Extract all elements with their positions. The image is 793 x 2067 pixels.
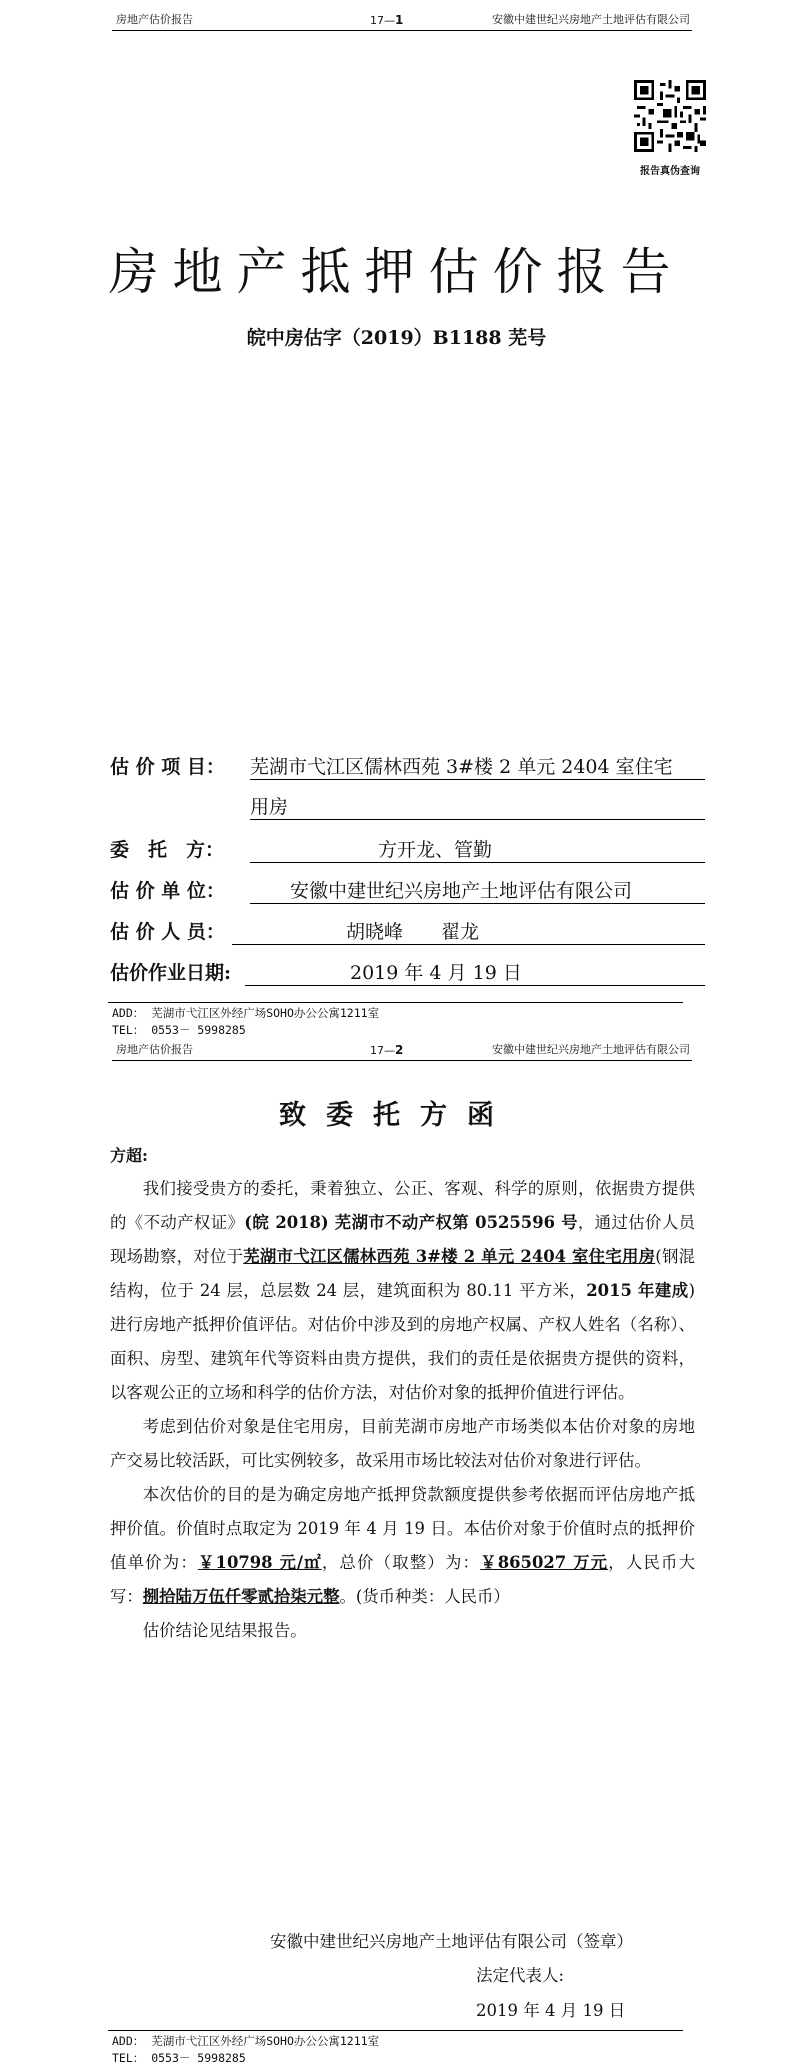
header-left: 房地产估价报告: [116, 13, 193, 26]
field-label-appraiser-company: 估 价 单 位：: [110, 880, 225, 902]
underline: [232, 944, 705, 945]
page-header: [112, 1040, 692, 1061]
letter-paragraph: 估价结论见结果报告。: [142, 1621, 307, 1640]
field-value-client: 方开龙、管勤: [378, 839, 493, 861]
page-footer: [112, 2033, 379, 2067]
underline: [250, 779, 705, 780]
text-run: ，总价（取整）为：: [321, 1553, 481, 1572]
header-page-number: 17—2: [370, 1043, 404, 1057]
underline: [250, 862, 705, 863]
footer-phone: TEL： 0553－ 5998285: [112, 2051, 246, 2065]
field-value-project-line2: 用房: [250, 796, 289, 818]
field-value-appraiser-company: 安徽中建世纪兴房地产土地评估有限公司: [290, 880, 633, 902]
report-title: 房地产抵押估价报告: [108, 243, 685, 301]
header-left: 房地产估价报告: [116, 1043, 193, 1056]
text-run: 捌拾陆万伍仟零贰拾柒元整: [142, 1587, 340, 1606]
text-run: ￥10798 元/㎡: [197, 1553, 322, 1572]
text-run: 我们接受贵方的委托，秉着独立、公正、客观、科学的原则，依据贵方提供的《不动产权证》: [110, 1179, 695, 1232]
field-value-project: 芜湖市弋江区儒林西苑 3#楼 2 单元 2404 室住宅: [250, 756, 673, 778]
field-value-date: 2019 年 4 月 19 日: [350, 962, 522, 984]
text-run: ，通过估价人员现场勘察，对位于: [110, 1213, 695, 1266]
letter-title: 致委托方函: [279, 1100, 514, 1131]
text-run: 芜湖市弋江区儒林西苑 3#楼 2 单元 2404 室住宅用房: [243, 1247, 656, 1266]
text-run: (皖 2018) 芜湖市不动产权第 0525596 号: [244, 1213, 578, 1232]
field-label-appraisers: 估 价 人 员：: [110, 921, 225, 943]
footer-phone: TEL： 0553－ 5998285: [112, 1023, 246, 1037]
footer-address: ADD： 芜湖市弋江区外经广场SOHO办公公寓1211室: [112, 1006, 380, 1020]
text-run: )进行房地产抵押价值评估。对估价中涉及到的房地产权属、产权人姓名（名称）、面积、房型、建筑年代等资料由贵方提供，我们的责任是依据贵方提供的资料，以客观公正的立场和科学的估价方法，对估价对象的抵押价值进行评估。: [110, 1281, 695, 1402]
field-value-appraisers: 胡晓峰 翟龙: [346, 921, 480, 943]
footer-rule: [108, 2030, 683, 2031]
letter-body: [110, 1172, 695, 1648]
text-run: 2015 年建成: [586, 1281, 689, 1300]
letter-paragraph: 考虑到估价对象是住宅用房，目前芜湖市房地产市场类似本估价对象的房地产交易比较活跃，可比实例较多，故采用市场比较法对估价对象进行评估。: [110, 1417, 695, 1470]
company-signature: 安徽中建世纪兴房地产土地评估有限公司（签章）: [270, 1932, 633, 1951]
text-run: ，人民币大写：: [110, 1553, 696, 1606]
legal-representative: 法定代表人:: [476, 1966, 565, 1985]
field-label-client: 委 托 方：: [110, 839, 225, 861]
qr-caption: 报告真伪查询: [640, 166, 700, 177]
header-company: 安徽中建世纪兴房地产土地评估有限公司: [492, 1043, 690, 1056]
footer-address: ADD： 芜湖市弋江区外经广场SOHO办公公寓1211室: [112, 2034, 380, 2048]
letter-salutation: 方超:: [110, 1146, 148, 1165]
report-number: 皖中房估字（2019）B1188 芜号: [246, 327, 547, 349]
field-label-date: 估价作业日期:: [110, 962, 232, 984]
letter-date: 2019 年 4 月 19 日: [476, 2001, 626, 2020]
qr-code-icon: [633, 79, 707, 153]
underline: [250, 819, 705, 820]
header-page-number: 17—1: [370, 13, 404, 27]
text-run: 。(货币种类：人民币）: [339, 1587, 510, 1606]
underline: [250, 903, 705, 904]
text-run: (钢混结构，位于 24 层，总层数 24 层，建筑面积为 80.11 平方米，: [110, 1247, 695, 1300]
letter-paragraph: [110, 1172, 695, 1410]
letter-paragraph: [110, 1478, 695, 1614]
field-label-project: 估 价 项 目：: [110, 756, 225, 778]
text-run: ￥865027 万元: [480, 1553, 609, 1572]
header-company: 安徽中建世纪兴房地产土地评估有限公司: [492, 13, 690, 26]
page-header: [112, 10, 692, 31]
page-footer: [112, 1005, 379, 1039]
footer-rule: [108, 1002, 683, 1003]
text-run: 本次估价的目的是为确定房地产抵押贷款额度提供参考依据而评估房地产抵押价值。价值时点取定为 2019 年 4 月 19 日。本估价对象于价值时点的抵押价值单价为：: [110, 1485, 695, 1572]
underline: [245, 985, 705, 986]
